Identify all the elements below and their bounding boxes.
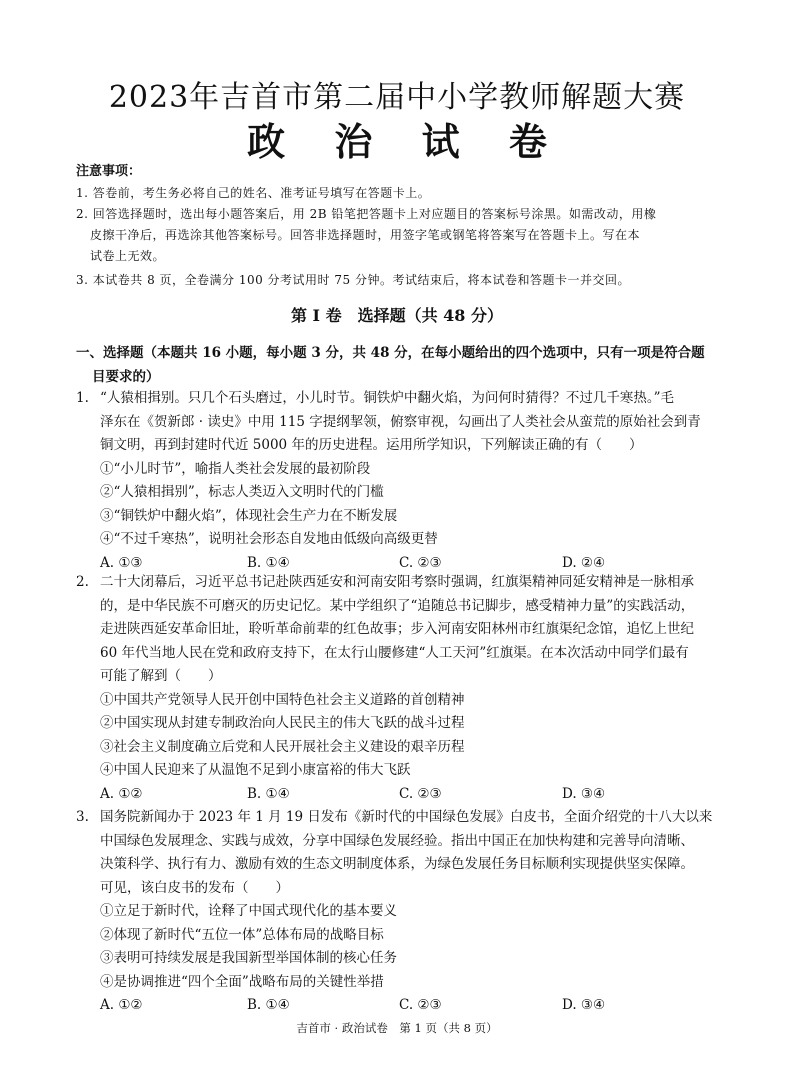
- statement-3: ③表明可持续发展是我国新型举国体制的核心任务: [100, 950, 397, 966]
- choice-d: D. ③④: [562, 997, 606, 1013]
- statement-1: ①立足于新时代，诠释了中国式现代化的基本要义: [100, 903, 397, 919]
- note-item-2-line2: 皮擦干净后，再选涂其他答案标号。回答非选择题时，用签字笔或钢笔将答案写在答题卡上。写在本: [90, 228, 641, 242]
- choice-c: C. ②③: [399, 997, 442, 1013]
- statement-4: ④是协调推进“四个全面”战略布局的关键性举措: [100, 973, 384, 990]
- stem-line: 60 年代当地人民在党和政府支持下，在太行山腰修建“人工天河”红旗渠。在本次活动中同学们最有: [100, 644, 689, 661]
- statement-1: ①中国共产党领导人民开创中国特色社会主义道路的首创精神: [100, 691, 465, 708]
- answer-choices: [76, 994, 726, 1018]
- stem-line: “人猿相揖别。只几个石头磨过，小儿时节。铜铁炉中翻火焰，为问何时猜得？不过几千寒热。”毛: [100, 390, 675, 406]
- statement-2: ②“人猿相揖别”，标志人类迈入文明时代的门槛: [100, 484, 384, 500]
- question-1: [76, 387, 726, 575]
- stem-line: 可见，该白皮书的发布（ ）: [100, 879, 289, 896]
- stem-line: 决策科学、执行有力、激励有效的生态文明制度体系，为绿色发展任务目标顺利实现提供坚实保障。: [100, 856, 694, 872]
- section-title: 第 I 卷 选择题（共 48 分）: [290, 306, 504, 325]
- statement-4: ④中国人民迎来了从温饱不足到小康富裕的伟大飞跃: [100, 762, 411, 778]
- statement-4: ④“不过千寒热”，说明社会形态自发地由低级向高级更替: [100, 531, 438, 547]
- note-item-2: 2. 回答选择题时，选出每小题答案后，用 2B 铅笔把答题卡上对应题目的答案标号涂黑。如需改动，用橡: [76, 207, 657, 221]
- question-stem: [76, 806, 726, 900]
- choice-c: C. ②③: [399, 785, 442, 802]
- choice-b: B. ①④: [247, 554, 290, 571]
- note-item-3: 3. 本试卷共 8 页，全卷满分 100 分考试用时 75 分钟。考试结束后，将本试卷和答题卡一并交回。: [76, 273, 630, 287]
- statement-2: ②体现了新时代“五位一体”总体布局的战略目标: [100, 926, 384, 943]
- stem-line: 二十大闭幕后，习近平总书记赴陕西延安和河南安阳考察时强调，红旗渠精神同延安精神是一脉相承: [100, 574, 694, 590]
- question-stem: [76, 571, 726, 689]
- note-item-2-cont2: [76, 246, 726, 267]
- exam-subject-title: 政 治 试 卷: [247, 119, 565, 164]
- stem-line: 国务院新闻办于 2023 年 1 月 19 日发布《新时代的中国绿色发展》白皮书，全面介绍党的十八大以来: [100, 809, 713, 825]
- choice-c: C. ②③: [399, 554, 442, 571]
- answer-choices: [76, 783, 726, 807]
- question-number: 3.: [76, 809, 89, 825]
- choice-d: D. ②④: [562, 554, 606, 571]
- question-2: [76, 571, 726, 806]
- statement-3: ③“铜铁炉中翻火焰”，体现社会生产力在不断发展: [100, 507, 398, 524]
- note-item-1: 1. 答卷前，考生务必将自己的姓名、准考证号填写在答题卡上。: [76, 186, 431, 200]
- stem-line: 的，是中华民族不可磨灭的历史记忆。某中学组织了“追随总书记脚步，感受精神力量”的实践活动，: [100, 597, 695, 614]
- statement-1: ①“小儿时节”，喻指人类社会发展的最初阶段: [100, 460, 371, 477]
- question-number: 1.: [76, 390, 89, 406]
- page-footer: 吉首市 · 政治试卷 第 1 页（共 8 页）: [296, 1021, 498, 1035]
- statement-3: ③社会主义制度确立后党和人民开展社会主义建设的艰辛历程: [100, 738, 465, 755]
- stem-line: 中国绿色发展理念、实践与成效，分享中国绿色发展经验。指出中国正在加快构建和完善导向清晰、: [100, 832, 694, 849]
- notes-heading: 注意事项：: [76, 164, 142, 179]
- statement-2: ②中国实现从封建专制政治向人民民主的伟大飞跃的战斗过程: [100, 715, 465, 731]
- exam-title: 2023年吉首市第二届中小学教师解题大赛: [108, 80, 686, 115]
- stem-line: 可能了解到（ ）: [100, 668, 222, 684]
- stem-line: 走进陕西延安革命旧址，聆听革命前辈的红色故事；步入河南安阳林州市红旗渠纪念馆，追忆上世纪: [100, 621, 694, 637]
- question-stem: [76, 387, 726, 458]
- choice-a: A. ①②: [100, 997, 143, 1013]
- choice-b: B. ①④: [247, 785, 290, 802]
- stem-line: 铜文明，再到封建时代近 5000 年的历史进程。运用所学知识，下列解读正确的有（ ）: [100, 437, 643, 453]
- stem-line: 泽东在《贺新郎 · 读史》中用 115 字提纲挈领，俯察审视，勾画出了人类社会从蛮荒的原始社会到青: [100, 413, 701, 430]
- note-item-2-line3: 试卷上无效。: [90, 249, 166, 263]
- question-3: [76, 806, 726, 1018]
- choice-d: D. ③④: [562, 785, 606, 802]
- choice-a: A. ①③: [100, 554, 143, 571]
- choice-a: A. ①②: [100, 785, 143, 802]
- question-number: 2.: [76, 574, 89, 590]
- part-heading-cont: 目要求的）: [92, 369, 160, 385]
- note-item-2-cont: [76, 225, 726, 246]
- part-heading: 一、选择题（本题共 16 小题，每小题 3 分，共 48 分，在每小题给出的四个选项中，只有一项是符合题: [76, 345, 705, 361]
- choice-b: B. ①④: [247, 997, 290, 1013]
